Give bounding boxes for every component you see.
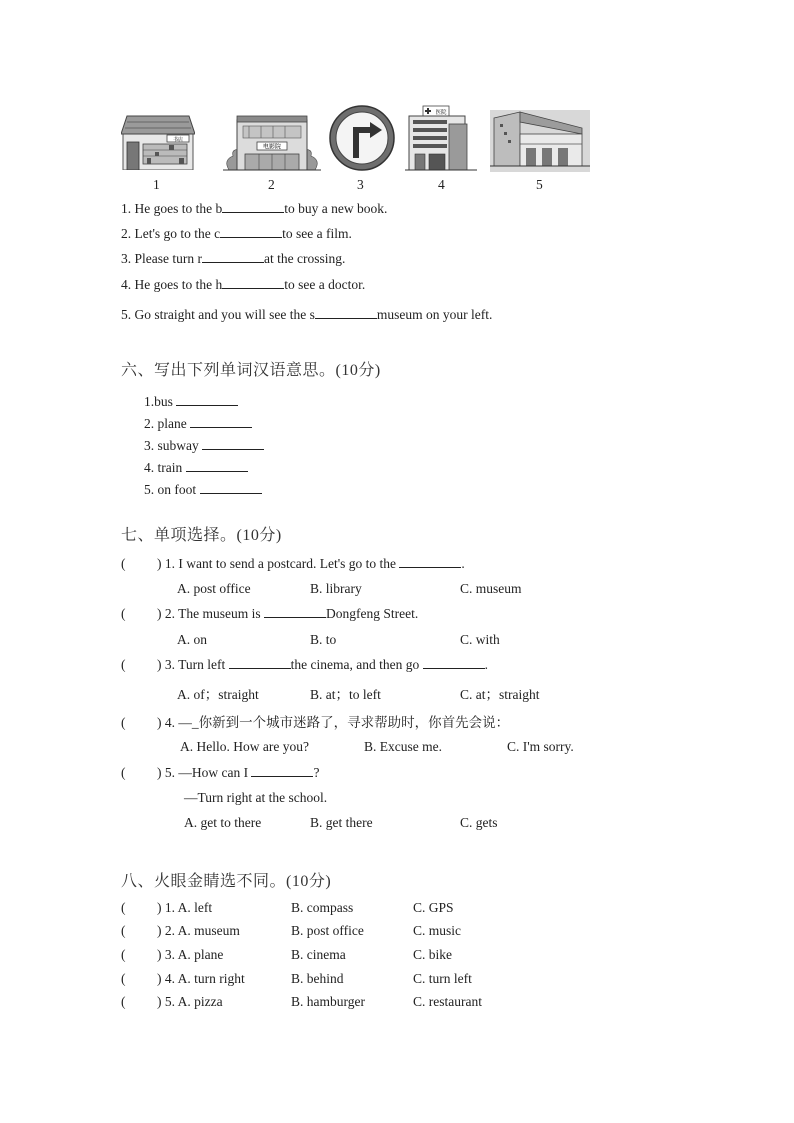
fill-blank-item: 3. Please turn r at the crossing.	[121, 251, 346, 266]
mc-question: ( ) 3. Turn left the cinema, and then go .	[121, 657, 488, 672]
bookstore-sign: 书店	[172, 137, 184, 143]
option[interactable]: B. get there	[310, 815, 373, 830]
answer-paren[interactable]: (	[121, 556, 126, 571]
vocab-item: 1.bus	[144, 394, 238, 410]
option[interactable]: B. compass	[291, 900, 354, 915]
option[interactable]: A. Hello. How are you?	[180, 739, 309, 754]
answer-paren[interactable]: (	[121, 994, 126, 1009]
option[interactable]: A. get to there	[184, 815, 262, 830]
odd-one-out-row: ( ) 1. A. left	[121, 900, 213, 915]
fill-blank-item: 1. He goes to the b to buy a new book.	[121, 201, 388, 216]
option[interactable]: C. restaurant	[413, 994, 482, 1009]
answer-blank[interactable]	[220, 226, 282, 238]
option[interactable]: B. post office	[291, 923, 364, 938]
picture-caption: 2	[268, 177, 275, 192]
option[interactable]: B. cinema	[291, 947, 346, 962]
answer-paren[interactable]: (	[121, 765, 126, 780]
answer-paren[interactable]: (	[121, 923, 126, 938]
answer-paren[interactable]: (	[121, 971, 126, 986]
option[interactable]: A. post office	[177, 581, 251, 596]
picture-caption: 5	[536, 177, 543, 192]
answer-blank[interactable]	[202, 251, 264, 263]
option[interactable]: C. with	[460, 632, 500, 647]
odd-one-out-row: ( ) 2. A. museum	[121, 923, 240, 938]
answer-blank[interactable]	[315, 307, 377, 319]
bookstore-picture	[121, 112, 195, 170]
answer-blank	[264, 606, 326, 618]
answer-paren[interactable]: (	[121, 606, 126, 621]
vocab-item: 4. train	[144, 460, 248, 476]
answer-paren[interactable]: (	[121, 657, 126, 672]
section-6-heading: 六、写出下列单词汉语意思。(10分)	[121, 360, 381, 379]
picture-caption: 3	[357, 177, 364, 192]
section-7-heading: 七、单项选择。(10分)	[121, 525, 282, 544]
cinema-sign: 电影院	[262, 143, 282, 151]
picture-caption: 1	[153, 177, 160, 192]
option[interactable]: B. Excuse me.	[364, 739, 442, 754]
answer-paren[interactable]: (	[121, 900, 126, 915]
option[interactable]: C. music	[413, 923, 462, 938]
dialogue-reply: —Turn right at the school.	[184, 790, 328, 805]
picture-caption: 4	[438, 177, 445, 192]
option[interactable]: C. gets	[460, 815, 498, 830]
answer-blank[interactable]	[200, 482, 262, 494]
answer-paren[interactable]: (	[121, 947, 126, 962]
answer-blank[interactable]	[222, 201, 284, 213]
answer-blank	[399, 556, 461, 568]
odd-one-out-row: ( ) 5. A. pizza	[121, 994, 223, 1009]
answer-blank[interactable]	[190, 416, 252, 428]
option[interactable]: B. at；to left	[310, 687, 381, 702]
answer-blank	[251, 765, 313, 777]
option[interactable]: B. behind	[291, 971, 344, 986]
option[interactable]: B. library	[310, 581, 362, 596]
option[interactable]: C. at；straight	[460, 687, 540, 702]
option[interactable]: A. on	[177, 632, 207, 647]
answer-blank	[423, 657, 485, 669]
museum-picture	[490, 110, 590, 172]
fill-blank-item: 4. He goes to the h to see a doctor.	[121, 277, 366, 292]
answer-paren[interactable]: (	[121, 715, 126, 730]
answer-blank[interactable]	[222, 277, 284, 289]
option[interactable]: C. I'm sorry.	[507, 739, 574, 754]
option[interactable]: B. hamburger	[291, 994, 365, 1009]
odd-one-out-row: ( ) 3. A. plane	[121, 947, 224, 962]
odd-one-out-row: ( ) 4. A. turn right	[121, 971, 245, 986]
vocab-item: 3. subway	[144, 438, 264, 454]
option[interactable]: C. bike	[413, 947, 452, 962]
vocab-item: 2. plane	[144, 416, 252, 432]
fill-blank-item: 2. Let's go to the c to see a film.	[121, 226, 352, 241]
vocab-item: 5. on foot	[144, 482, 262, 498]
answer-blank[interactable]	[176, 394, 238, 406]
turn-right-sign-picture	[328, 104, 396, 172]
mc-question: ( ) 2. The museum is Dongfeng Street.	[121, 606, 419, 621]
option[interactable]: B. to	[310, 632, 337, 647]
mc-question: ( ) 1. I want to send a postcard. Let's go to the .	[121, 556, 465, 571]
answer-blank[interactable]	[202, 438, 264, 450]
option[interactable]: A. of；straight	[177, 687, 259, 702]
option[interactable]: C. museum	[460, 581, 522, 596]
hospital-picture	[405, 104, 477, 172]
fill-blank-item: 5. Go straight and you will see the s museum on your left.	[121, 307, 493, 322]
answer-blank	[229, 657, 291, 669]
option[interactable]: C. GPS	[413, 900, 454, 915]
answer-blank[interactable]	[186, 460, 248, 472]
mc-question: ( ) 4. —_你新到一个城市迷路了，寻求帮助时，你首先会说：	[121, 715, 510, 730]
cinema-picture	[223, 112, 321, 172]
section-8-heading: 八、火眼金睛选不同。(10分)	[121, 871, 332, 890]
option[interactable]: C. turn left	[413, 971, 472, 986]
hospital-sign: 医院	[435, 110, 447, 116]
mc-question: ( ) 5. —How can I ?	[121, 765, 320, 780]
